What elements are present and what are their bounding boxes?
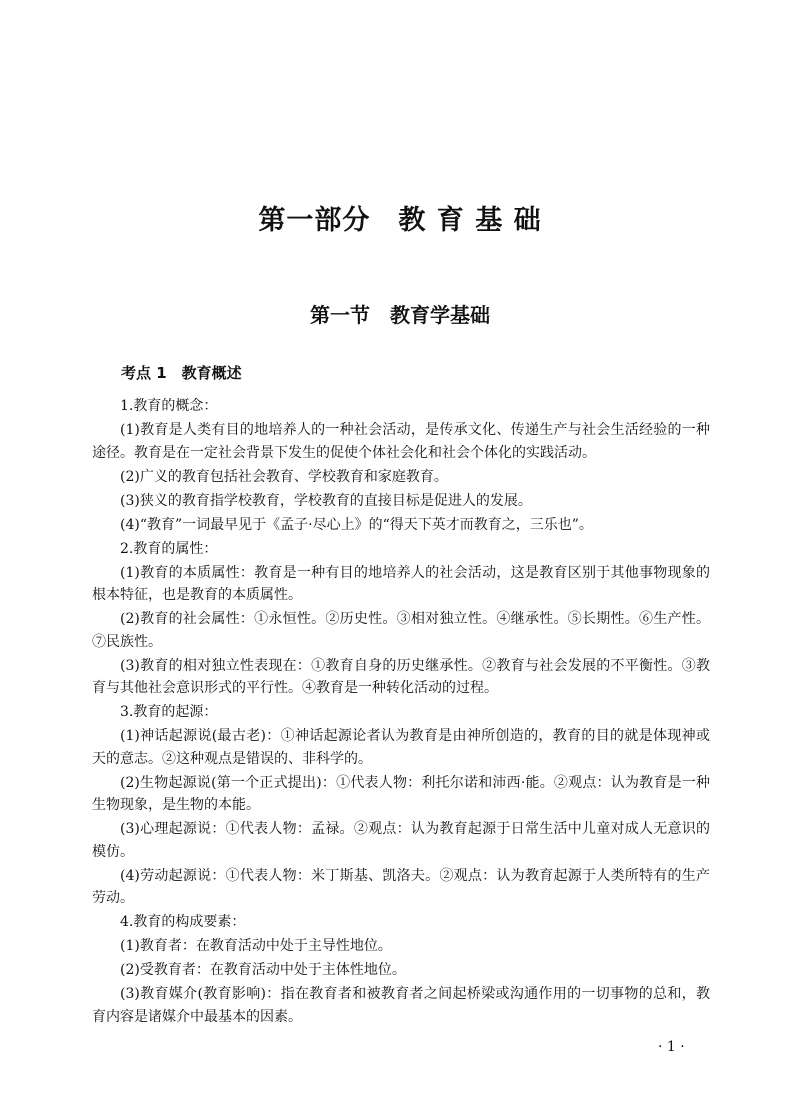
- paragraph: (3)教育的相对独立性表现在：①教育自身的历史继承性。②教育与社会发展的不平衡性。③教育与其他社会意识形式的平行性。④教育是一种转化活动的过程。: [92, 657, 710, 696]
- paragraph: 4.教育的构成要素：: [120, 914, 246, 930]
- paragraph: (3)心理起源说：①代表人物：孟禄。②观点：认为教育起源于日常生活中儿童对成人无意识的模仿。: [92, 821, 710, 860]
- paragraph: (3)狭义的教育指学校教育，学校教育的直接目标是促进人的发展。: [120, 492, 532, 509]
- paragraph: (1)教育的本质属性：教育是一种有目的地培养人的社会活动，这是教育区别于其他事物现象的根本特征，也是教育的本质属性。: [92, 564, 710, 603]
- paragraph: (2)生物起源说(第一个正式提出)：①代表人物：利托尔诺和沛西·能。②观点：认为教育是一种生物现象，是生物的本能。: [92, 774, 710, 813]
- paragraph: (1)教育者：在教育活动中处于主导性地位。: [120, 938, 392, 954]
- paragraph: (1)教育是人类有目的地培养人的一种社会活动，是传承文化、传递生产与社会生活经验的一种途径。教育是在一定社会背景下发生的促使个体社会化和社会个体化的实践活动。: [92, 422, 710, 461]
- paragraph: 2.教育的属性：: [120, 540, 218, 557]
- paragraph: 3.教育的起源：: [120, 704, 218, 720]
- paragraph: 1.教育的概念：: [120, 398, 218, 414]
- paragraph: (4)劳动起源说：①代表人物：米丁斯基、凯洛夫。②观点：认为教育起源于人类所特有的生产劳动。: [92, 867, 710, 906]
- paragraph: (2)教育的社会属性：①永恒性。②历史性。③相对独立性。④继承性。⑤长期性。⑥生产性。⑦民族性。: [92, 611, 710, 650]
- kaodian-heading: 考点 1 教育概述: [121, 364, 242, 382]
- section-title: 第一节 教育学基础: [310, 303, 490, 327]
- paragraph: (2)广义的教育包括社会教育、学校教育和家庭教育。: [120, 468, 448, 485]
- paragraph: (2)受教育者：在教育活动中处于主体性地位。: [120, 962, 406, 978]
- paragraph: (1)神话起源说(最古老)：①神话起源论者认为教育是由神所创造的，教育的目的就是体现神或天的意志。②这种观点是错误的、非科学的。: [92, 728, 710, 767]
- paragraph: (3)教育媒介(教育影响)：指在教育者和被教育者之间起桥梁或沟通作用的一切事物的总和，教育内容是诸媒介中最基本的因素。: [92, 986, 710, 1025]
- paragraph: (4)“教育”一词最早见于《孟子·尽心上》的“得天下英才而教育之，三乐也”。: [120, 516, 593, 533]
- body-text: [92, 395, 710, 1030]
- page-number: · 1 ·: [658, 1039, 685, 1055]
- part-title: 第一部分 教 育 基 础: [258, 205, 542, 236]
